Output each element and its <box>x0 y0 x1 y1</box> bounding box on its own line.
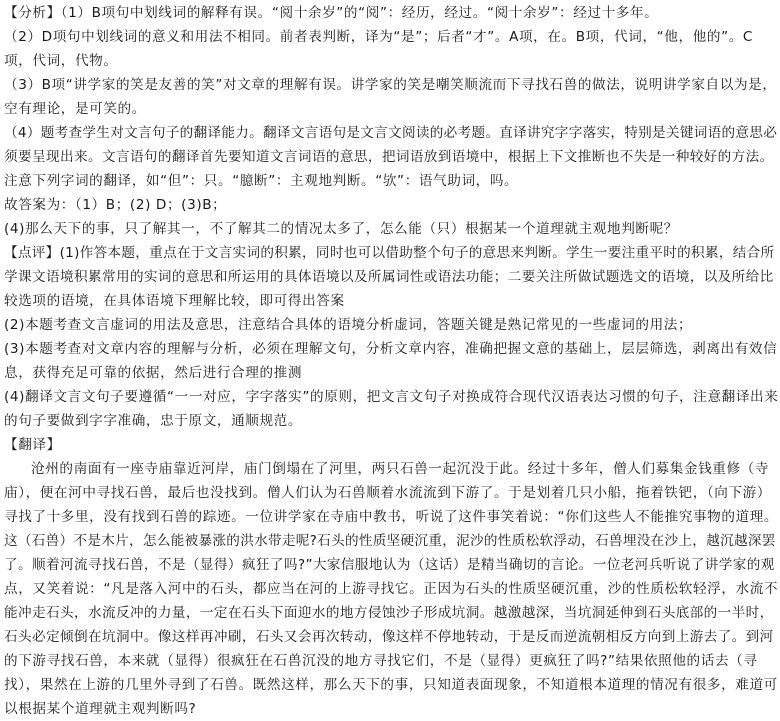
text-line: 空有理论，是可笑的。 <box>4 101 146 117</box>
section-heading: 【翻译】 <box>4 437 61 453</box>
text-line: (4)那么天下的事，只了解其一，不了解其二的情况太多了，怎么能（只）根据某一个道理就主观地判断呢？ <box>4 221 678 237</box>
text-line: 庙），便在河中寻找石兽，最后也没找到。僧人们认为石兽顺着水流流到下游了。于是划着几只小船，拖着铁钯，（向下游） <box>4 485 772 501</box>
text-line: 【分析】（1）B项句中划线词的解释有误。“阅十余岁”的“阅”：经历，经过。“阅十余岁”：经过十多年。 <box>4 5 659 21</box>
text-line: 的句子要做到字字准确，忠于原文，通顺规范。 <box>4 413 303 429</box>
text-line: 这（石兽）不是木片，怎么能被暴涨的洪水带走呢?石头的性质坚硬沉重，泥沙的性质松软浮动，石兽埋没在沙上，越沉越深罢 <box>4 533 776 549</box>
text-line: 了。顺着河流寻找石兽，不是（显得）疯狂了吗?”大家信服地认为（这话）是精当确切的言论。一位老河兵听说了讲学家的观 <box>4 557 775 573</box>
text-line: （4）题考查学生对文言句子的翻译能力。翻译文言语句是文言文阅读的必考题。直译讲究字字落实，特别是关键词语的意思必 <box>4 125 778 141</box>
text-line: 以根据某个道理就主观判断吗? <box>4 701 197 717</box>
text-line: 石头必定倾倒在坑洞中。像这样再冲刷，石头又会再次转动，像这样不停地转动，于是反而逆流朝相反方向到上游去了。到河 <box>4 629 774 645</box>
text-line: (3)本题考查对文章内容的理解与分析，必须在理解文句，分析文章内容，准确把握文意的基础上，层层筛选，剥离出有效信 <box>4 341 778 357</box>
text-line: 沧州的南面有一座寺庙靠近河岸，庙门倒塌在了河里，两只石兽一起沉没于此。经过十多年，僧人们募集金钱重修（寺 <box>31 461 770 477</box>
text-line: 学课文语境积累常用的实词的意思和所运用的具体语境以及所属词性或语法功能；二要关注所做试题选文的语境，以及所给比 <box>4 269 774 285</box>
text-line: 故答案为：（1）B；(2) D；(3)B； <box>4 197 227 213</box>
text-line: （2）D项句中划线词的意义和用法不相同。前者表判断，译为“是”；后者“才”。A项，在。B项，代词，“他，他的”。C <box>4 29 753 45</box>
text-line: 项，代词，代物。 <box>4 53 118 69</box>
text-line: 找），果然在上游的几里外寻到了石兽。既然这样，那么天下的事，只知道表面现象，不知道根本道理的情况有很多，难道可 <box>4 677 778 693</box>
text-line: 较选项的语境，在具体语境下理解比较，即可得出答案 <box>4 293 345 309</box>
text-line: 寻找了十多里，没有找到石兽的踪迹。一位讲学家在寺庙中教书，听说了这件事笑着说：“你们这些人不能推究事物的道理。 <box>4 509 779 525</box>
text-line: 点，又笑着说：“凡是落入河中的石头，都应当在河的上游寻找它。正因为石头的性质坚硬沉重，沙的性质松软轻浮，水流不 <box>4 581 779 597</box>
text-line: （3）B项“讲学家的笑是友善的笑”对文章的理解有误。讲学家的笑是嘲笑顺流而下寻找石兽的做法，说明讲学家自以为是， <box>4 77 777 93</box>
text-line: 息，获得充足可靠的依据，然后进行合理的推测 <box>4 365 303 381</box>
text-line: (2)本题考查文言虚词的用法及意思，注意结合具体的语境分析虚词，答题关键是熟记常见的一些虚词的用法； <box>4 317 693 333</box>
text-line: 注意下列字词的翻译，如“但”：只。“臆断”：主观地判断。“欤”：语气助词，吗。 <box>4 173 519 189</box>
text-line: (4)翻译文言文句子要遵循“一一对应，字字落实”的原则，把文言文句子对换成符合现代汉语表达习惯的句子，注意翻译出来 <box>4 389 779 405</box>
text-line: 【点评】(1)作答本题，重点在于文言实词的积累，同时也可以借助整个句子的意思来判断。学生一要注重平时的积累，结合所 <box>4 245 775 261</box>
text-line: 的下游寻找石兽，本来就（显得）很疯狂在石兽沉没的地方寻找它们，不是（显得）更疯狂了吗?”结果依照他的话去（寻 <box>4 653 758 669</box>
text-line: 能冲走石头，水流反冲的力量，一定在石头下面迎水的地方侵蚀沙子形成坑洞。越激越深，当坑洞延伸到石头底部的一半时， <box>4 605 774 621</box>
text-line: 须要呈现出来。文言语句的翻译首先要知道文言词语的意思，把词语放到语境中，根据上下文推断也不失是一种较好的方法。 <box>4 149 774 165</box>
